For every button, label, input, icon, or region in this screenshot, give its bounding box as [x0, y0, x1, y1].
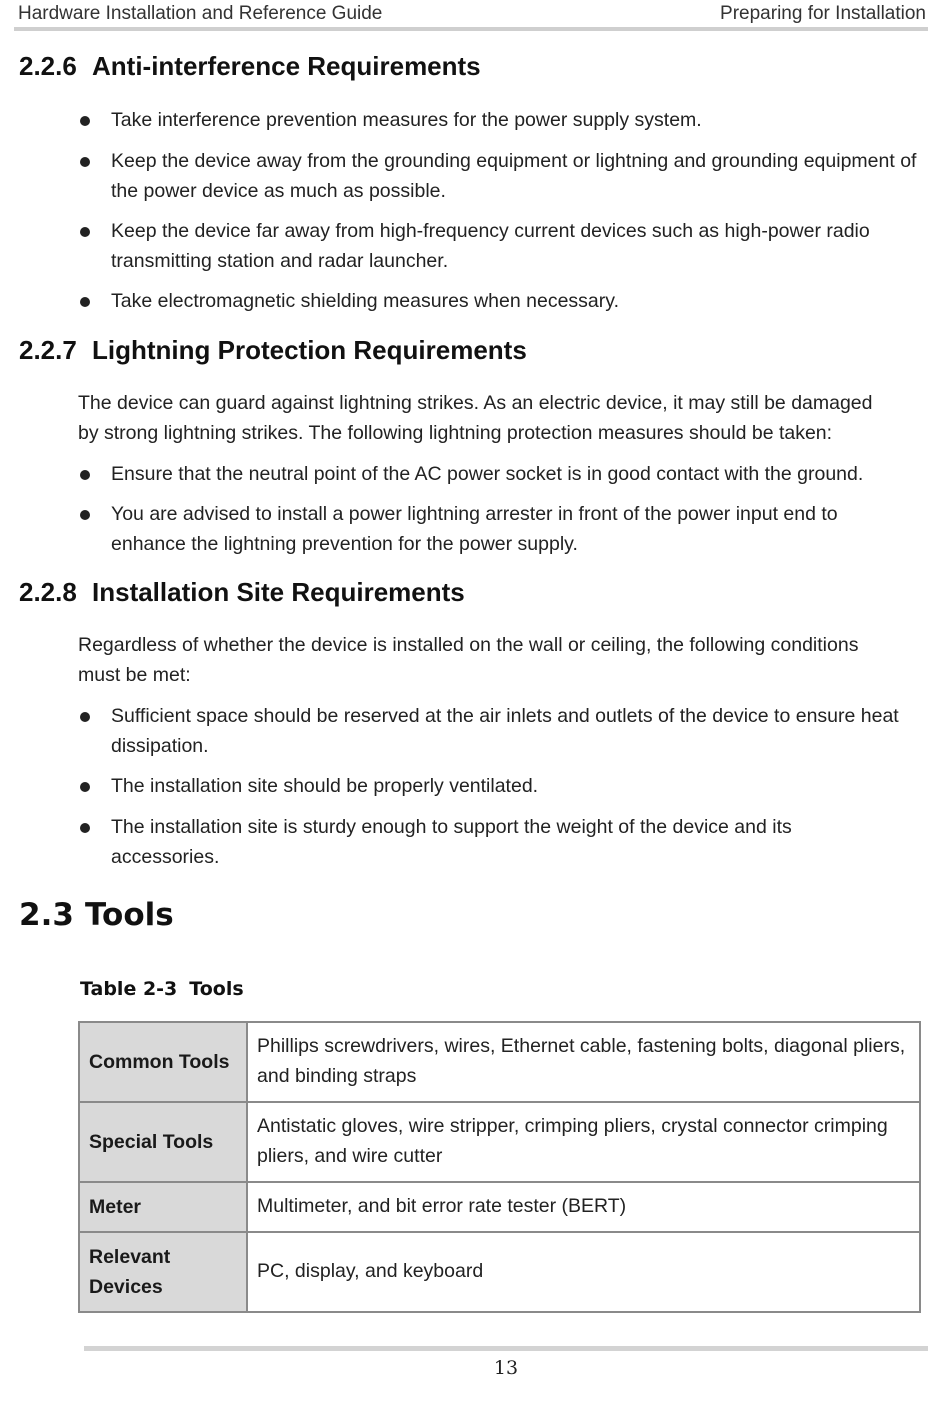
page-number: 13: [493, 1357, 519, 1379]
bullet-icon: [80, 297, 90, 307]
table-row-label: Meter: [79, 1182, 247, 1232]
table-row-label: Special Tools: [79, 1102, 247, 1182]
section-intro: Regardless of whether the device is installed on the wall or ceiling, the following conditions must be met:: [78, 634, 859, 686]
table-row-value: Antistatic gloves, wire stripper, crimping pliers, crystal connector crimping pliers, and wire cutter: [247, 1102, 920, 1182]
bullet-icon: [80, 116, 90, 126]
list-item: You are advised to install a power lightning arrester in front of the power input end to enhance the lightning prevention for the power supply.: [80, 499, 920, 559]
list-item: Keep the device away from the grounding equipment or lightning and grounding equipment of the power device as much as possible.: [80, 146, 920, 206]
section-number: 2.2.8: [19, 577, 77, 607]
section-title: Tools: [85, 897, 174, 933]
table-row: [79, 1232, 920, 1312]
table-row-value: PC, display, and keyboard: [247, 1232, 920, 1312]
bullet-icon: [80, 470, 90, 480]
bullet-icon: [80, 782, 90, 792]
header-divider: [14, 27, 928, 31]
table-row-label: Common Tools: [79, 1022, 247, 1102]
list-item: Sufficient space should be reserved at the air inlets and outlets of the device to ensure heat dissipation.: [80, 701, 920, 761]
list-item: The installation site is sturdy enough to support the weight of the device and its accessories.: [80, 812, 920, 872]
header-chapter-title: Preparing for Installation: [720, 3, 926, 24]
section-heading-2-2-6: [19, 51, 481, 82]
list-item: Keep the device far away from high-frequency current devices such as high-power radio transmitting station and radar launcher.: [80, 216, 920, 276]
bullet-icon: [80, 157, 90, 167]
header-doc-title: Hardware Installation and Reference Guide: [18, 3, 383, 24]
list-item: Ensure that the neutral point of the AC power socket is in good contact with the ground.: [80, 459, 920, 489]
table-title: Tools: [189, 978, 244, 1000]
list-item: Take interference prevention measures for the power supply system.: [80, 105, 920, 135]
section-title: Lightning Protection Requirements: [92, 335, 527, 365]
table-caption: [80, 978, 244, 1000]
table-number: Table 2-3: [80, 978, 178, 1000]
bullet-icon: [80, 227, 90, 237]
section-heading-2-2-8: [19, 577, 465, 608]
section-intro: The device can guard against lightning strikes. As an electric device, it may still be damaged by strong lightning strikes. The following lightning protection measures should be taken:: [78, 392, 873, 444]
section-number: 2.2.7: [19, 335, 77, 365]
footer-divider: [84, 1346, 928, 1351]
table-row: [79, 1022, 920, 1102]
table-row-value: Phillips screwdrivers, wires, Ethernet cable, fastening bolts, diagonal pliers, and binding straps: [247, 1022, 920, 1102]
list-item: The installation site should be properly ventilated.: [80, 771, 920, 801]
bullet-icon: [80, 712, 90, 722]
section-heading-2-3: [19, 897, 174, 933]
section-number: 2.3: [19, 897, 74, 933]
section-title: Anti-interference Requirements: [92, 51, 481, 81]
tools-table: [78, 1021, 921, 1313]
section-heading-2-2-7: [19, 335, 527, 366]
table-row: [79, 1182, 920, 1232]
table-row: [79, 1102, 920, 1182]
list-item: Take electromagnetic shielding measures when necessary.: [80, 286, 920, 316]
bullet-icon: [80, 510, 90, 520]
table-row-value: Multimeter, and bit error rate tester (BERT): [247, 1182, 920, 1232]
section-title: Installation Site Requirements: [92, 577, 465, 607]
bullet-icon: [80, 823, 90, 833]
table-row-label: Relevant Devices: [79, 1232, 247, 1312]
section-number: 2.2.6: [19, 51, 77, 81]
